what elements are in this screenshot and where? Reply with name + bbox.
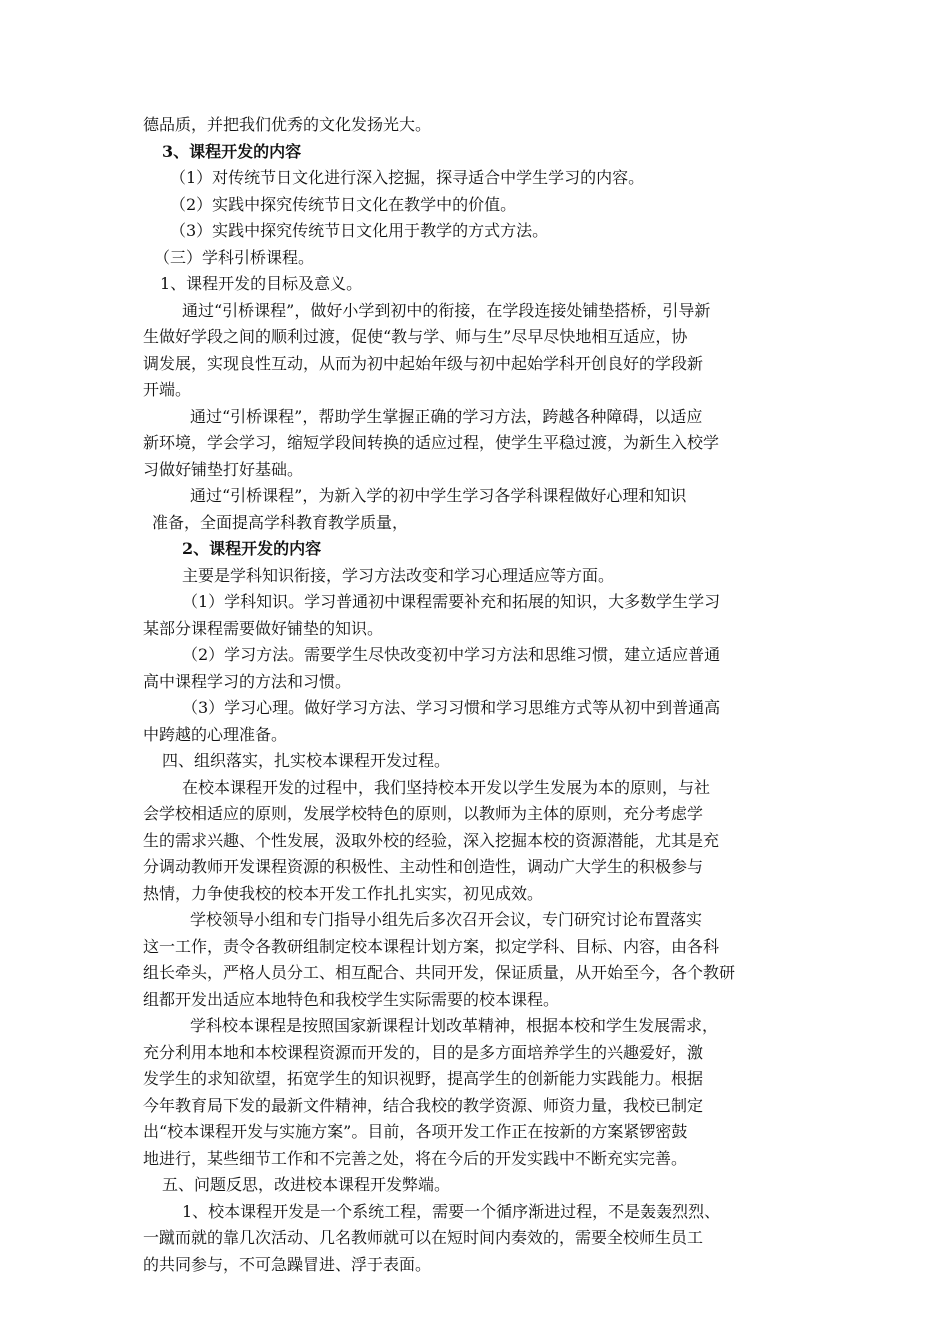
paragraph-line: 通过“引桥课程”，为新入学的初中学生学习各学科课程做好心理和知识 <box>190 486 687 505</box>
paragraph-line: 通过“引桥课程”，做好小学到初中的衔接，在学段连接处铺垫搭桥，引导新 <box>182 301 711 320</box>
paragraph-line: 组都开发出适应本地特色和我校学生实际需要的校本课程。 <box>143 990 560 1009</box>
paragraph-line: 分调动教师开发课程资源的积极性、主动性和创造性，调动广大学生的积极参与 <box>143 857 704 876</box>
paragraph-line: 五、问题反思，改进校本课程开发弊端。 <box>162 1175 451 1194</box>
paragraph-line: 中跨越的心理准备。 <box>143 725 288 744</box>
paragraph-line: 德品质，并把我们优秀的文化发扬光大。 <box>143 115 432 134</box>
paragraph-line: 会学校相适应的原则，发展学校特色的原则，以教师为主体的原则，充分考虑学 <box>143 804 704 823</box>
paragraph-line: 调发展，实现良性互动，从而为初中起始年级与初中起始学科开创良好的学段新 <box>143 354 704 373</box>
paragraph-line: 今年教育局下发的最新文件精神，结合我校的教学资源、师资力量，我校已制定 <box>143 1096 704 1115</box>
paragraph-line: （3）学习心理。做好学习方法、学习习惯和学习思维方式等从初中到普通高 <box>182 698 721 717</box>
paragraph-line: 学校领导小组和专门指导小组先后多次召开会议，专门研究讨论布置落实 <box>190 910 703 929</box>
paragraph-line: 这一工作，责令各教研组制定校本课程计划方案，拟定学科、目标、内容，由各科 <box>143 937 720 956</box>
paragraph-line: 生做好学段之间的顺利过渡，促使“教与学、师与生”尽早尽快地相互适应，协 <box>143 327 688 346</box>
paragraph-line: 地进行，某些细节工作和不完善之处，将在今后的开发实践中不断充实完善。 <box>143 1149 688 1168</box>
paragraph-line: 开端。 <box>143 380 192 399</box>
paragraph-line: （2）实践中探究传统节日文化在教学中的价值。 <box>170 195 517 214</box>
section-heading: 3、课程开发的内容 <box>162 142 302 161</box>
paragraph-line: 1、课程开发的目标及意义。 <box>160 274 363 293</box>
paragraph-line: 出“校本课程开发与实施方案”。目前，各项开发工作正在按新的方案紧锣密鼓 <box>143 1122 688 1141</box>
paragraph-line: 1、校本课程开发是一个系统工程，需要一个循序渐进过程，不是轰轰烈烈、 <box>182 1202 721 1221</box>
paragraph-line: （1）对传统节日文化进行深入挖掘，探寻适合中学生学习的内容。 <box>170 168 645 187</box>
paragraph-line: 准备，全面提高学科教育教学质量， <box>152 513 409 532</box>
paragraph-line: 新环境，学会学习，缩短学段间转换的适应过程，使学生平稳过渡，为新生入校学 <box>143 433 720 452</box>
paragraph-line: 一蹴而就的靠几次活动、几名教师就可以在短时间内奏效的，需要全校师生员工 <box>143 1228 704 1247</box>
paragraph-line: 通过“引桥课程”，帮助学生掌握正确的学习方法，跨越各种障碍，以适应 <box>190 407 703 426</box>
paragraph-line: 组长牵头，严格人员分工、相互配合、共同开发，保证质量，从开始至今，各个教研 <box>143 963 736 982</box>
section-heading: 2、课程开发的内容 <box>182 539 322 558</box>
paragraph-line: 在校本课程开发的过程中，我们坚持校本开发以学生发展为本的原则，与社 <box>182 778 711 797</box>
paragraph-line: （三）学科引桥课程。 <box>154 248 315 267</box>
paragraph-line: 习做好铺垫打好基础。 <box>143 460 304 479</box>
paragraph-line: 四、组织落实，扎实校本课程开发过程。 <box>162 751 451 770</box>
paragraph-line: 主要是学科知识衔接，学习方法改变和学习心理适应等方面。 <box>182 566 615 585</box>
paragraph-line: 充分利用本地和本校课程资源而开发的，目的是多方面培养学生的兴趣爱好，激 <box>143 1043 704 1062</box>
paragraph-line: 生的需求兴趣、个性发展，汲取外校的经验，深入挖掘本校的资源潜能，尤其是充 <box>143 831 720 850</box>
paragraph-line: 高中课程学习的方法和习惯。 <box>143 672 352 691</box>
paragraph-line: （1）学科知识。学习普通初中课程需要补充和拓展的知识，大多数学生学习 <box>182 592 721 611</box>
paragraph-line: （2）学习方法。需要学生尽快改变初中学习方法和思维习惯，建立适应普通 <box>182 645 721 664</box>
paragraph-line: （3）实践中探究传统节日文化用于教学的方式方法。 <box>170 221 549 240</box>
paragraph-line: 发学生的求知欲望，拓宽学生的知识视野，提高学生的创新能力实践能力。根据 <box>143 1069 704 1088</box>
paragraph-line: 的共同参与，不可急躁冒进、浮于表面。 <box>143 1255 432 1274</box>
paragraph-line: 热情，力争使我校的校本开发工作扎扎实实，初见成效。 <box>143 884 544 903</box>
paragraph-line: 某部分课程需要做好铺垫的知识。 <box>143 619 384 638</box>
paragraph-line: 学科校本课程是按照国家新课程计划改革精神，根据本校和学生发展需求， <box>190 1016 719 1035</box>
